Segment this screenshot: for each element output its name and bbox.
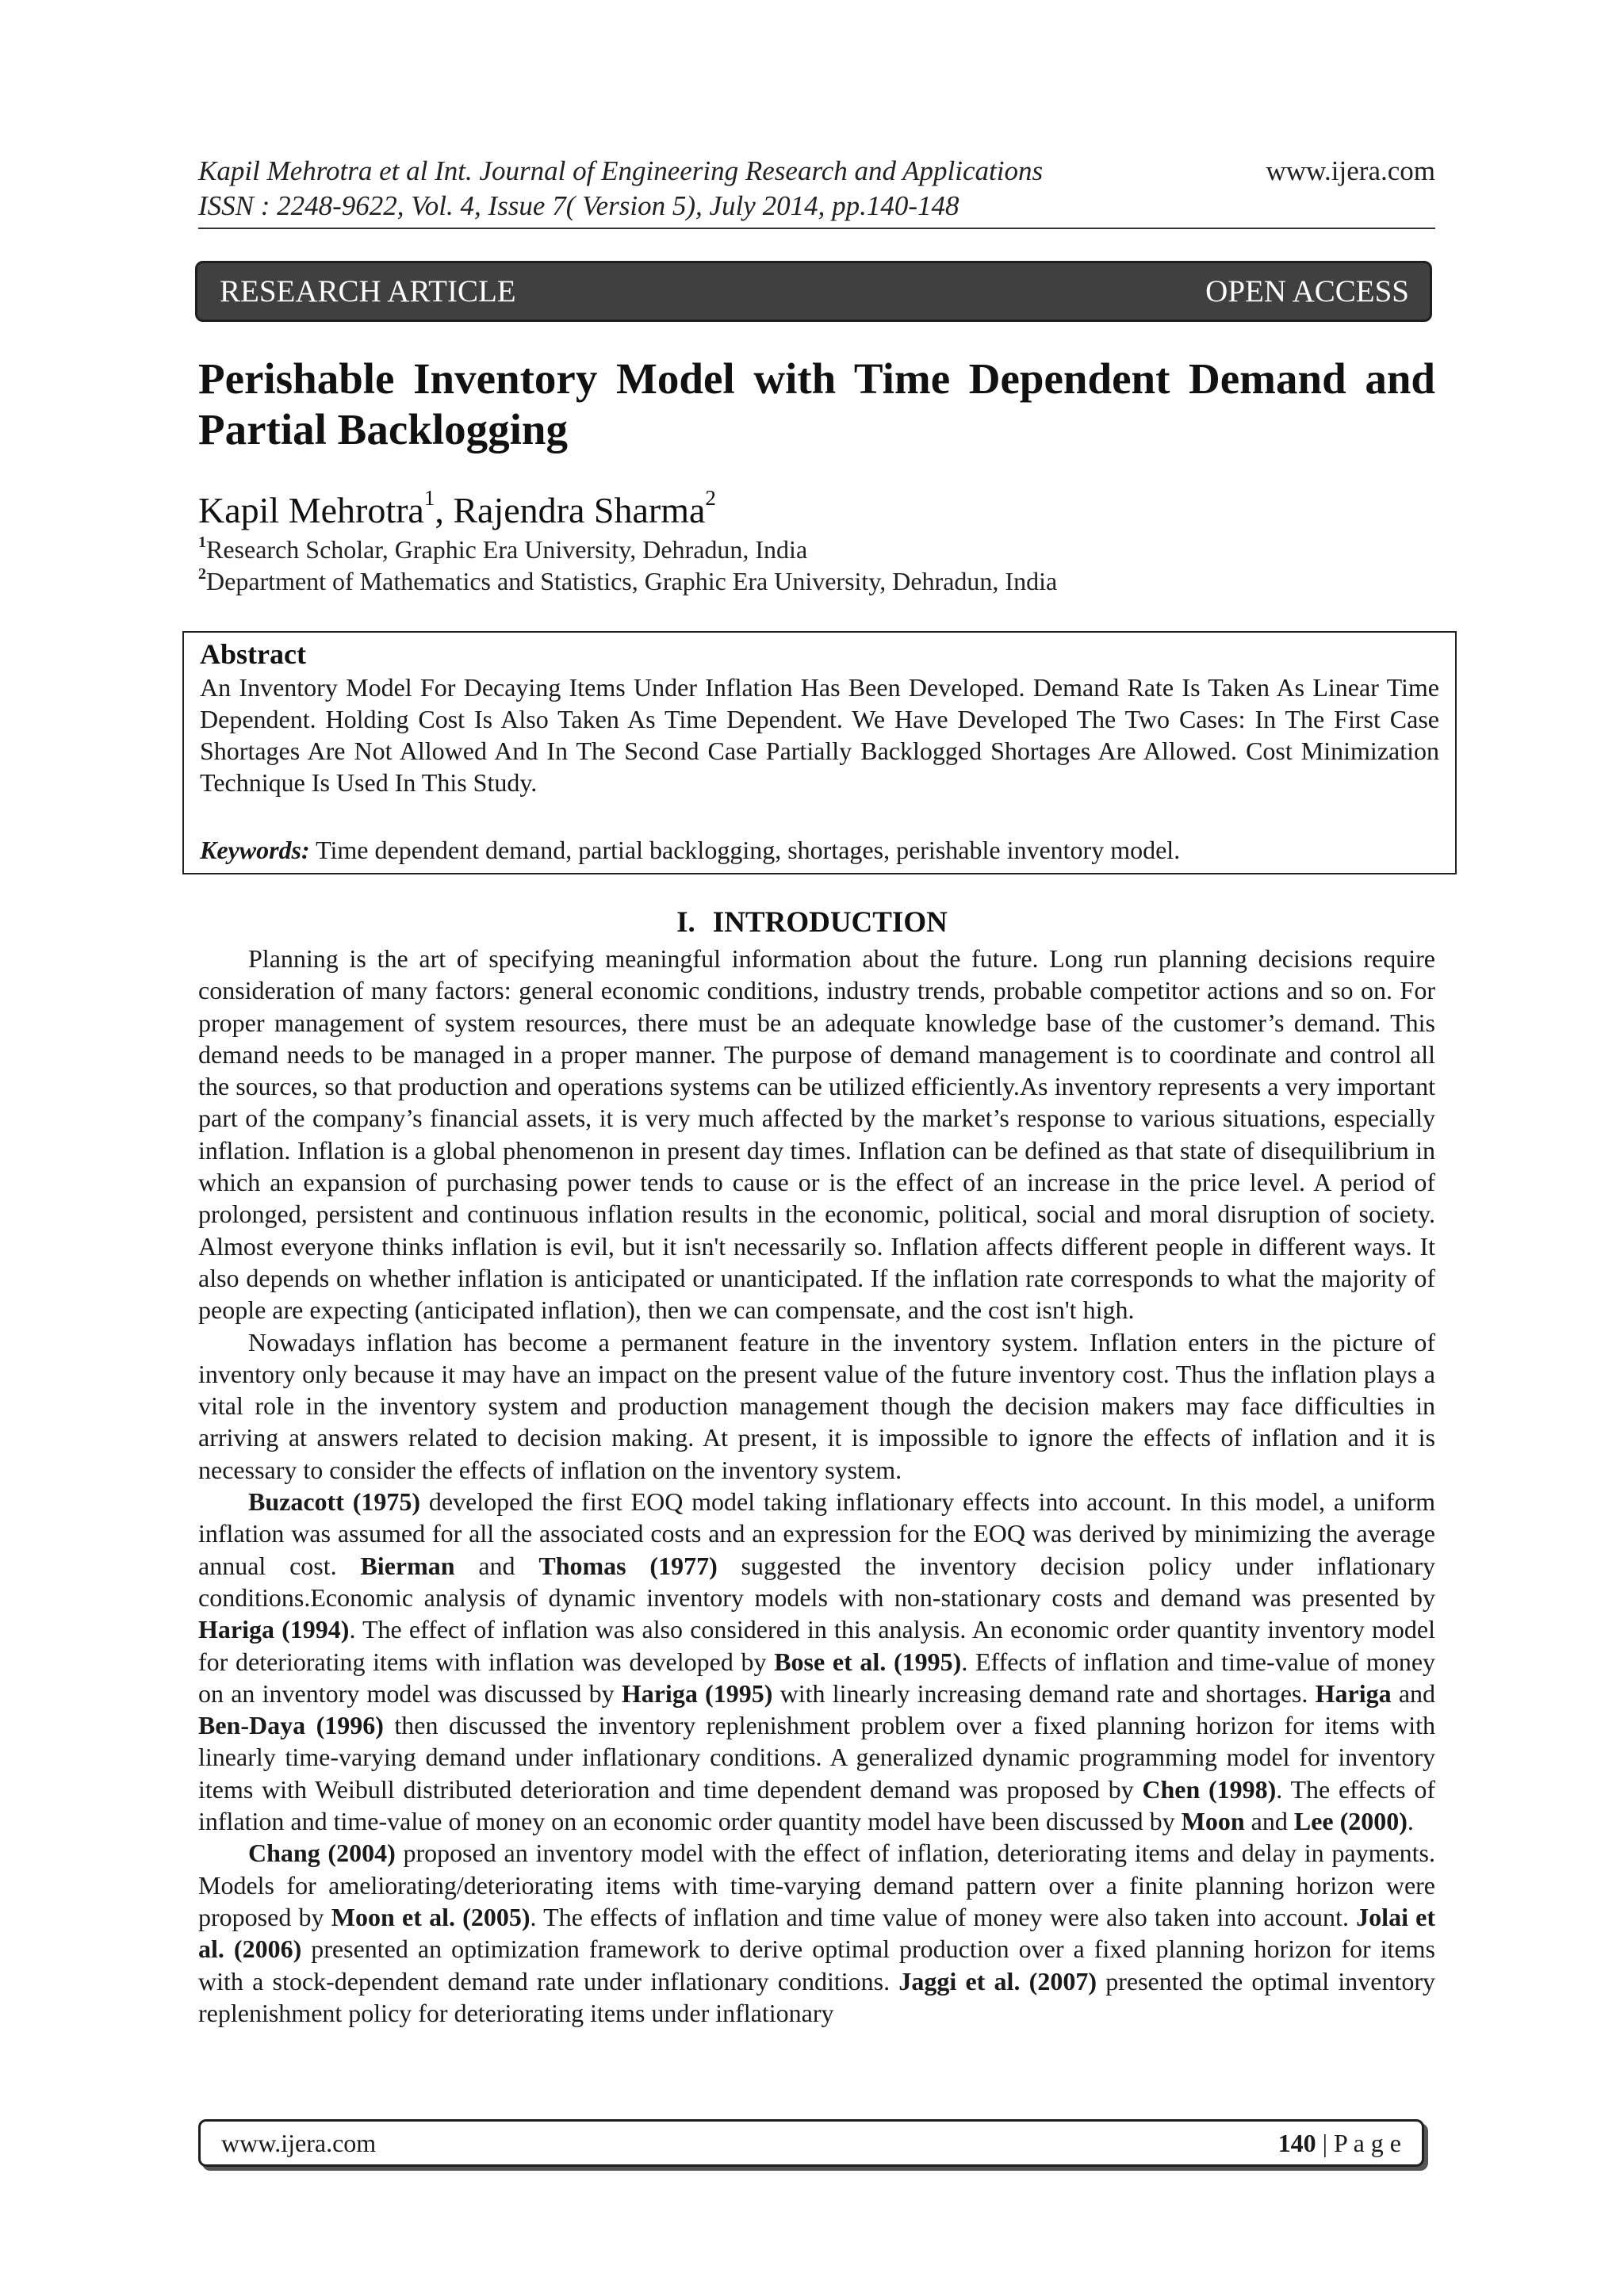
- citation: Hariga (1994): [198, 1615, 350, 1644]
- citation: Bose et al. (1995): [774, 1647, 962, 1676]
- body-text-run: . Effects of inflation and time-value of money on an inventory model was discussed by: [198, 1647, 1436, 1708]
- page-footer: [198, 2119, 1424, 2167]
- body-text-run: then discussed the inventory replenishment problem over a fixed planning horizon for items with linearly time-varying demand under inflationary conditions. A generalized dynamic programming model for inventory items with Weibull distributed deterioration and time dependent demand was proposed by: [198, 1711, 1436, 1804]
- introduction-body: [198, 943, 1435, 2029]
- citation: Thomas (1977): [538, 1551, 718, 1580]
- keywords-line: [200, 834, 1180, 866]
- header-divider: [198, 228, 1435, 229]
- affiliation-2: [198, 565, 1057, 597]
- abstract-box: [182, 631, 1457, 874]
- paper-title: Perishable Inventory Model with Time Dependent Demand and Partial Backlogging: [198, 354, 1435, 453]
- citation: Hariga (1995): [621, 1678, 773, 1708]
- running-header: [198, 154, 1435, 224]
- section-title: INTRODUCTION: [712, 906, 948, 939]
- author-name: Kapil Mehrotra: [198, 490, 424, 530]
- body-paragraph: [198, 943, 1435, 1326]
- body-text-run: Nowadays inflation has become a permanent feature in the inventory system. Inflation enters in the picture of inventory only because it may have an impact on the present value of the future inventory cost. Thus the inflation plays a vital role in the inventory system and production management though the decision makers may face difficulties in arriving at answers related to decision making. At present, it is impossible to ignore the effects of inflation and it is necessary to consider the effects of inflation on the inventory system.: [198, 1327, 1435, 1484]
- citation: Jaggi et al. (2007): [898, 1966, 1097, 1996]
- affiliation-text: Research Scholar, Graphic Era University, Dehradun, India: [206, 535, 808, 564]
- body-text-run: presented an optimization framework to derive optimal production over a fixed planning horizon for items with a stock-dependent demand rate under inflationary conditions.: [198, 1934, 1436, 1996]
- page-label: | P a g e: [1316, 2128, 1401, 2157]
- body-paragraph: [198, 1326, 1435, 1486]
- section-number: I.: [676, 906, 695, 939]
- citation: Jolai et al. (2006): [198, 1902, 1436, 1964]
- page-number: 140: [1277, 2128, 1316, 2157]
- body-paragraph: [198, 1837, 1435, 2029]
- abstract-heading: Abstract: [200, 638, 306, 670]
- header-website-link[interactable]: www.ijera.com: [1266, 155, 1435, 186]
- body-text-run: and: [454, 1551, 539, 1580]
- author-list: [198, 488, 716, 533]
- body-text-run: . The effect of inflation was also considered in this analysis. An economic order quantity inventory model for deteriorating items with inflation was developed by: [198, 1615, 1436, 1676]
- journal-line: Kapil Mehrotra et al Int. Journal of Engineering Research and Applications: [198, 155, 1044, 186]
- affiliation-1: [198, 534, 807, 565]
- open-access-label: OPEN ACCESS: [1205, 274, 1409, 308]
- citation: Buzacott (1975): [248, 1487, 421, 1517]
- research-article-label: RESEARCH ARTICLE: [220, 274, 516, 308]
- citation: Chen (1998): [1142, 1774, 1277, 1804]
- body-text-run: proposed an inventory model with the effect of inflation, deteriorating items and delay in payments. Models for ameliorating/deteriorating items with time-varying demand pattern over a finite planning horizon were proposed by: [198, 1839, 1436, 1931]
- keywords-text: Time dependent demand, partial backlogging, shortages, perishable inventory model.: [309, 836, 1181, 864]
- citation: Chang (2004): [248, 1839, 396, 1868]
- body-text-run: developed the first EOQ model taking inflationary effects into account. In this model, a uniform inflation was assumed for all the associated costs and an expression for the EOQ was derived by minimizing the average annual cost.: [198, 1487, 1436, 1580]
- body-text-run: and: [1244, 1807, 1294, 1836]
- author-affiliation-mark: 1: [423, 486, 435, 510]
- affiliation-text: Department of Mathematics and Statistics, Graphic Era University, Dehradun, India: [206, 567, 1058, 595]
- body-text-run: Planning is the art of specifying meaningful information about the future. Long run planning decisions require consideration of many factors: general economic conditions, industry trends, probable competitor actions and so on. For proper management of system resources, there must be an adequate knowledge base of the customer’s demand. This demand needs to be managed in a proper manner. The purpose of demand management is to coordinate and control all the sources, so that production and operations systems can be utilized efficiently.As inventory represents a very important part of the company’s financial assets, it is very much affected by the market’s response to various situations, especially inflation. Inflation is a global phenomenon in present day times. Inflation can be defined as that state of disequilibrium in which an expansion of purchasing power tends to cause or is the effect of an increase in the price level. A period of prolonged, persistent and continuous inflation results in the economic, political, social and moral disruption of society. Almost everyone thinks inflation is evil, but it isn't necessarily so. Inflation affects different people in different ways. It also depends on whether inflation is anticipated or unanticipated. If the inflation rate corresponds to what the majority of people are expecting (anticipated inflation), then we can compensate, and the cost isn't high.: [198, 944, 1435, 1325]
- citation: Hariga: [1315, 1678, 1392, 1708]
- abstract-text: An Inventory Model For Decaying Items Under Inflation Has Been Developed. Demand Rate Is Taken As Linear Time Dependent. Holding Cost Is Also Taken As Time Dependent. We Have Developed The Two Cases: In The First Case Shortages Are Not Allowed And In The Second Case Partially Backlogged Shortages Are Allowed. Cost Minimization Technique Is Used In This Study.: [200, 673, 1439, 797]
- body-text-run: presented the optimal inventory replenishment policy for deteriorating items under inflationary: [198, 1966, 1436, 2027]
- citation: Ben-Daya (1996): [198, 1711, 384, 1740]
- keywords-label: Keywords:: [200, 836, 310, 864]
- affiliation-mark: 2: [198, 565, 206, 583]
- citation: Bierman: [360, 1551, 455, 1580]
- affiliation-mark: 1: [198, 534, 206, 551]
- author-affiliation-mark: 2: [705, 486, 716, 510]
- body-text-run: suggested the inventory decision policy under inflationary conditions.Economic analysis of dynamic inventory models with non-stationary costs and demand was presented by: [198, 1551, 1436, 1612]
- footer-website-link[interactable]: www.ijera.com: [221, 2128, 377, 2157]
- author-separator: ,: [435, 490, 454, 530]
- body-text-run: . The effects of inflation and time-value of money on an economic order quantity model have been discussed by: [198, 1774, 1436, 1836]
- body-text-run: .: [1407, 1807, 1414, 1836]
- author-name: Rajendra Sharma: [453, 490, 706, 530]
- section-heading: [0, 905, 1624, 940]
- footer-page-info: [1278, 2129, 1401, 2158]
- citation: Moon: [1181, 1807, 1245, 1836]
- issn-line: ISSN : 2248-9622, Vol. 4, Issue 7( Version 5), July 2014, pp.140-148: [198, 190, 959, 221]
- citation: Lee (2000): [1293, 1807, 1408, 1836]
- body-paragraph: [198, 1486, 1435, 1837]
- body-text-run: and: [1391, 1678, 1436, 1708]
- article-type-banner: [195, 261, 1432, 322]
- body-text-run: . The effects of inflation and time value of money were also taken into account.: [530, 1902, 1357, 1931]
- body-text-run: with linearly increasing demand rate and shortages.: [772, 1678, 1316, 1708]
- citation: Moon et al. (2005): [331, 1902, 530, 1931]
